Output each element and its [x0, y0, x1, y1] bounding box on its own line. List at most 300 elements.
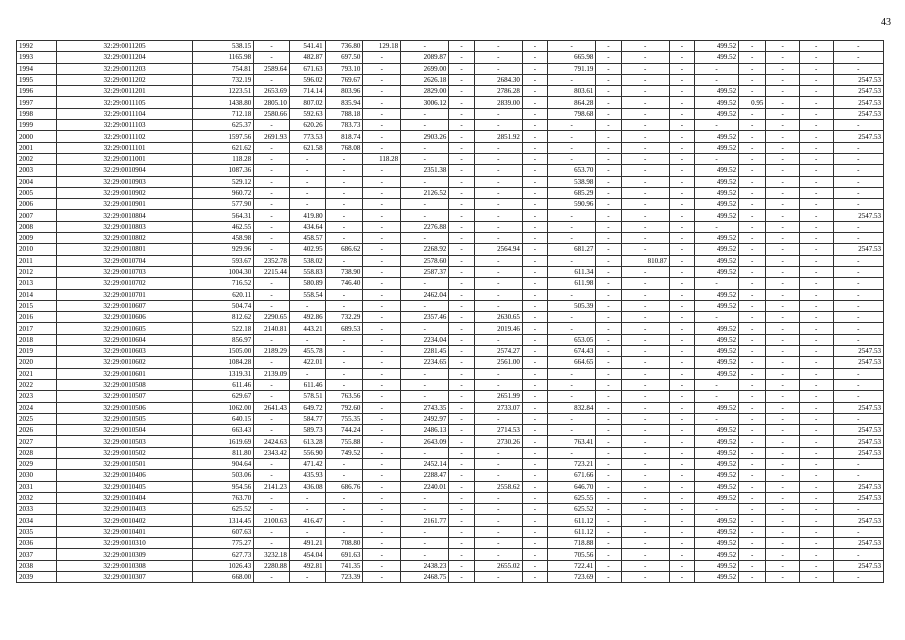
- table-row: [17, 515, 884, 526]
- row-index-cell: 2018: [17, 334, 57, 345]
- value-cell: -: [325, 289, 363, 300]
- value-cell: 749.52: [325, 447, 363, 458]
- cadastral-number-cell: 32:29:0011103: [56, 120, 192, 131]
- value-cell: -: [325, 357, 363, 368]
- value-cell: -: [548, 120, 596, 131]
- value-cell: -: [522, 458, 547, 469]
- value-cell: -: [739, 300, 766, 311]
- value-cell: -: [363, 425, 401, 436]
- value-cell: -: [548, 210, 596, 221]
- value-cell: 589.73: [289, 425, 325, 436]
- value-cell: -: [669, 346, 694, 357]
- value-cell: -: [669, 470, 694, 481]
- row-index-cell: 2016: [17, 312, 57, 323]
- value-cell: -: [449, 492, 474, 503]
- value-cell: -: [596, 86, 621, 97]
- value-cell: 499.52: [695, 108, 739, 119]
- value-cell: -: [548, 221, 596, 232]
- value-cell: -: [766, 210, 800, 221]
- value-cell: 665.98: [548, 52, 596, 63]
- value-cell: 2655.02: [474, 560, 522, 571]
- value-cell: -: [695, 391, 739, 402]
- value-cell: -: [449, 470, 474, 481]
- value-cell: -: [548, 379, 596, 390]
- value-cell: -: [474, 334, 522, 345]
- value-cell: -: [449, 334, 474, 345]
- value-cell: -: [363, 571, 401, 582]
- table-row: [17, 176, 884, 187]
- cadastral-number-cell: 32:29:0010703: [56, 266, 192, 277]
- cadastral-number-cell: 32:29:0011201: [56, 86, 192, 97]
- cadastral-number-cell: 32:29:0010603: [56, 346, 192, 357]
- value-cell: -: [474, 413, 522, 424]
- value-cell: -: [596, 199, 621, 210]
- value-cell: -: [363, 323, 401, 334]
- value-cell: -: [799, 120, 833, 131]
- value-cell: -: [739, 176, 766, 187]
- value-cell: -: [289, 492, 325, 503]
- table-row: [17, 120, 884, 131]
- value-cell: -: [669, 63, 694, 74]
- table-row: [17, 142, 884, 153]
- value-cell: -: [739, 515, 766, 526]
- value-cell: -: [522, 187, 547, 198]
- value-cell: 2730.26: [474, 436, 522, 447]
- value-cell: 2547.53: [833, 515, 883, 526]
- value-cell: -: [596, 447, 621, 458]
- value-cell: -: [363, 120, 401, 131]
- value-cell: 2486.13: [401, 425, 449, 436]
- value-cell: 1084.28: [193, 357, 254, 368]
- value-cell: 718.88: [548, 538, 596, 549]
- value-cell: 2468.75: [401, 571, 449, 582]
- value-cell: -: [799, 413, 833, 424]
- value-cell: -: [596, 233, 621, 244]
- value-cell: -: [739, 74, 766, 85]
- value-cell: -: [325, 526, 363, 537]
- value-cell: -: [474, 549, 522, 560]
- value-cell: -: [325, 153, 363, 164]
- table-row: [17, 526, 884, 537]
- value-cell: -: [669, 120, 694, 131]
- value-cell: 722.41: [548, 560, 596, 571]
- value-cell: -: [695, 312, 739, 323]
- cadastral-number-cell: 32:29:0010404: [56, 492, 192, 503]
- value-cell: -: [522, 210, 547, 221]
- value-cell: -: [474, 289, 522, 300]
- value-cell: 436.08: [289, 481, 325, 492]
- row-index-cell: 2023: [17, 391, 57, 402]
- row-index-cell: 2002: [17, 153, 57, 164]
- value-cell: 499.52: [695, 425, 739, 436]
- value-cell: 611.12: [548, 526, 596, 537]
- value-cell: -: [522, 515, 547, 526]
- value-cell: 1223.51: [193, 86, 254, 97]
- value-cell: -: [363, 368, 401, 379]
- value-cell: -: [474, 538, 522, 549]
- value-cell: -: [254, 278, 290, 289]
- value-cell: -: [621, 244, 669, 255]
- value-cell: -: [401, 323, 449, 334]
- value-cell: -: [596, 63, 621, 74]
- value-cell: -: [669, 549, 694, 560]
- value-cell: 2641.43: [254, 402, 290, 413]
- value-cell: -: [833, 165, 883, 176]
- row-index-cell: 2020: [17, 357, 57, 368]
- value-cell: 811.80: [193, 447, 254, 458]
- value-cell: -: [474, 300, 522, 311]
- value-cell: -: [325, 458, 363, 469]
- value-cell: -: [739, 86, 766, 97]
- value-cell: -: [739, 153, 766, 164]
- row-index-cell: 2033: [17, 504, 57, 515]
- value-cell: -: [254, 289, 290, 300]
- value-cell: -: [596, 436, 621, 447]
- value-cell: 458.57: [289, 233, 325, 244]
- value-cell: -: [621, 142, 669, 153]
- value-cell: -: [695, 153, 739, 164]
- value-cell: -: [522, 266, 547, 277]
- value-cell: -: [596, 97, 621, 108]
- value-cell: -: [739, 481, 766, 492]
- value-cell: -: [799, 470, 833, 481]
- value-cell: -: [449, 165, 474, 176]
- value-cell: -: [799, 346, 833, 357]
- value-cell: 2626.18: [401, 74, 449, 85]
- value-cell: -: [621, 266, 669, 277]
- value-cell: 835.94: [325, 97, 363, 108]
- value-cell: 620.11: [193, 289, 254, 300]
- value-cell: 611.34: [548, 266, 596, 277]
- value-cell: 653.05: [548, 334, 596, 345]
- value-cell: 2547.53: [833, 402, 883, 413]
- value-cell: 462.55: [193, 221, 254, 232]
- value-cell: -: [621, 481, 669, 492]
- value-cell: 2139.09: [254, 368, 290, 379]
- value-cell: -: [739, 357, 766, 368]
- value-cell: -: [799, 312, 833, 323]
- value-cell: 454.04: [289, 549, 325, 560]
- value-cell: -: [833, 52, 883, 63]
- value-cell: 596.02: [289, 74, 325, 85]
- value-cell: -: [474, 504, 522, 515]
- cadastral-number-cell: 32:29:0011105: [56, 97, 192, 108]
- value-cell: -: [363, 447, 401, 458]
- value-cell: -: [621, 176, 669, 187]
- value-cell: -: [739, 571, 766, 582]
- value-cell: -: [449, 571, 474, 582]
- value-cell: -: [669, 41, 694, 52]
- cadastral-number-cell: 32:29:0010308: [56, 560, 192, 571]
- value-cell: 556.90: [289, 447, 325, 458]
- value-cell: 129.18: [363, 41, 401, 52]
- table-row: [17, 165, 884, 176]
- value-cell: -: [833, 187, 883, 198]
- value-cell: -: [363, 142, 401, 153]
- value-cell: -: [766, 458, 800, 469]
- row-index-cell: 2013: [17, 278, 57, 289]
- value-cell: -: [766, 233, 800, 244]
- value-cell: -: [766, 142, 800, 153]
- value-cell: -: [522, 504, 547, 515]
- value-cell: -: [739, 458, 766, 469]
- value-cell: -: [363, 187, 401, 198]
- value-cell: -: [401, 142, 449, 153]
- value-cell: 499.52: [695, 244, 739, 255]
- value-cell: -: [669, 244, 694, 255]
- value-cell: -: [596, 210, 621, 221]
- row-index-cell: 1992: [17, 41, 57, 52]
- value-cell: -: [363, 255, 401, 266]
- value-cell: 716.52: [193, 278, 254, 289]
- cadastral-number-cell: 32:29:0010804: [56, 210, 192, 221]
- row-index-cell: 2036: [17, 538, 57, 549]
- value-cell: -: [449, 515, 474, 526]
- value-cell: -: [449, 300, 474, 311]
- cadastral-number-cell: 32:29:0010903: [56, 176, 192, 187]
- value-cell: -: [799, 165, 833, 176]
- value-cell: -: [739, 447, 766, 458]
- value-cell: 482.87: [289, 52, 325, 63]
- value-cell: 620.26: [289, 120, 325, 131]
- value-cell: -: [474, 379, 522, 390]
- value-cell: -: [739, 187, 766, 198]
- value-cell: 3006.12: [401, 97, 449, 108]
- value-cell: 1026.43: [193, 560, 254, 571]
- value-cell: -: [449, 233, 474, 244]
- value-cell: -: [766, 481, 800, 492]
- value-cell: 2547.53: [833, 131, 883, 142]
- value-cell: -: [621, 447, 669, 458]
- value-cell: -: [596, 526, 621, 537]
- value-cell: -: [522, 131, 547, 142]
- value-cell: 788.18: [325, 108, 363, 119]
- value-cell: -: [669, 312, 694, 323]
- value-cell: 2290.65: [254, 312, 290, 323]
- value-cell: 2547.53: [833, 436, 883, 447]
- value-cell: -: [669, 199, 694, 210]
- value-cell: -: [363, 63, 401, 74]
- value-cell: 499.52: [695, 368, 739, 379]
- value-cell: 499.52: [695, 255, 739, 266]
- value-cell: -: [833, 120, 883, 131]
- value-cell: -: [621, 312, 669, 323]
- value-cell: -: [695, 379, 739, 390]
- value-cell: -: [739, 108, 766, 119]
- value-cell: -: [833, 278, 883, 289]
- value-cell: -: [596, 515, 621, 526]
- value-cell: -: [596, 153, 621, 164]
- value-cell: 2141.23: [254, 481, 290, 492]
- value-cell: 499.52: [695, 323, 739, 334]
- value-cell: 564.31: [193, 210, 254, 221]
- table-row: [17, 323, 884, 334]
- value-cell: -: [739, 413, 766, 424]
- value-cell: -: [522, 447, 547, 458]
- row-index-cell: 1996: [17, 86, 57, 97]
- value-cell: -: [739, 255, 766, 266]
- value-cell: 744.24: [325, 425, 363, 436]
- value-cell: -: [766, 402, 800, 413]
- data-table: [16, 40, 884, 583]
- value-cell: -: [474, 187, 522, 198]
- value-cell: 671.66: [548, 470, 596, 481]
- value-cell: 629.67: [193, 391, 254, 402]
- value-cell: -: [799, 425, 833, 436]
- value-cell: -: [522, 255, 547, 266]
- value-cell: -: [449, 425, 474, 436]
- value-cell: 723.39: [325, 571, 363, 582]
- value-cell: -: [669, 289, 694, 300]
- value-cell: 2587.37: [401, 266, 449, 277]
- value-cell: -: [401, 504, 449, 515]
- value-cell: 499.52: [695, 86, 739, 97]
- value-cell: -: [401, 492, 449, 503]
- value-cell: -: [766, 131, 800, 142]
- value-cell: -: [289, 176, 325, 187]
- value-cell: 499.52: [695, 266, 739, 277]
- value-cell: 471.42: [289, 458, 325, 469]
- value-cell: -: [799, 515, 833, 526]
- value-cell: -: [596, 458, 621, 469]
- cadastral-number-cell: 32:29:0011202: [56, 74, 192, 85]
- value-cell: 505.39: [548, 300, 596, 311]
- value-cell: -: [363, 458, 401, 469]
- value-cell: 2281.45: [401, 346, 449, 357]
- value-cell: 2189.29: [254, 346, 290, 357]
- value-cell: -: [449, 142, 474, 153]
- value-cell: -: [363, 481, 401, 492]
- value-cell: -: [325, 165, 363, 176]
- value-cell: 810.87: [621, 255, 669, 266]
- value-cell: -: [449, 63, 474, 74]
- value-cell: 499.52: [695, 289, 739, 300]
- table-row: [17, 187, 884, 198]
- value-cell: -: [449, 357, 474, 368]
- value-cell: 708.80: [325, 538, 363, 549]
- value-cell: -: [799, 97, 833, 108]
- value-cell: 1165.98: [193, 52, 254, 63]
- cadastral-number-cell: 32:29:0010607: [56, 300, 192, 311]
- value-cell: -: [596, 379, 621, 390]
- value-cell: -: [449, 86, 474, 97]
- value-cell: -: [254, 221, 290, 232]
- value-cell: -: [739, 492, 766, 503]
- value-cell: 2851.92: [474, 131, 522, 142]
- cadastral-number-cell: 32:29:0010606: [56, 312, 192, 323]
- value-cell: -: [401, 41, 449, 52]
- value-cell: -: [401, 233, 449, 244]
- value-cell: 1438.80: [193, 97, 254, 108]
- value-cell: -: [766, 436, 800, 447]
- value-cell: 2547.53: [833, 86, 883, 97]
- value-cell: 499.52: [695, 492, 739, 503]
- value-cell: -: [621, 323, 669, 334]
- value-cell: 663.43: [193, 425, 254, 436]
- row-index-cell: 2004: [17, 176, 57, 187]
- value-cell: -: [669, 436, 694, 447]
- value-cell: -: [766, 63, 800, 74]
- value-cell: -: [596, 300, 621, 311]
- value-cell: 2829.00: [401, 86, 449, 97]
- value-cell: 2547.53: [833, 447, 883, 458]
- value-cell: -: [739, 52, 766, 63]
- value-cell: -: [254, 334, 290, 345]
- value-cell: -: [799, 63, 833, 74]
- value-cell: -: [739, 312, 766, 323]
- value-cell: 627.73: [193, 549, 254, 560]
- value-cell: -: [766, 86, 800, 97]
- value-cell: -: [669, 538, 694, 549]
- value-cell: -: [739, 323, 766, 334]
- value-cell: -: [669, 278, 694, 289]
- value-cell: -: [766, 391, 800, 402]
- value-cell: -: [254, 458, 290, 469]
- value-cell: -: [669, 357, 694, 368]
- value-cell: -: [254, 52, 290, 63]
- table-row: [17, 300, 884, 311]
- value-cell: -: [739, 526, 766, 537]
- value-cell: -: [289, 334, 325, 345]
- value-cell: -: [522, 402, 547, 413]
- value-cell: 577.90: [193, 199, 254, 210]
- value-cell: -: [449, 481, 474, 492]
- value-cell: -: [833, 266, 883, 277]
- value-cell: 738.90: [325, 266, 363, 277]
- row-index-cell: 2024: [17, 402, 57, 413]
- value-cell: 499.52: [695, 560, 739, 571]
- cadastral-number-cell: 32:29:0010406: [56, 470, 192, 481]
- value-cell: 435.93: [289, 470, 325, 481]
- value-cell: -: [739, 379, 766, 390]
- value-cell: 2268.92: [401, 244, 449, 255]
- value-cell: -: [449, 560, 474, 571]
- value-cell: -: [363, 233, 401, 244]
- value-cell: -: [739, 165, 766, 176]
- row-index-cell: 2032: [17, 492, 57, 503]
- value-cell: -: [766, 379, 800, 390]
- value-cell: -: [522, 538, 547, 549]
- value-cell: 2547.53: [833, 492, 883, 503]
- value-cell: 686.76: [325, 481, 363, 492]
- value-cell: 2343.42: [254, 447, 290, 458]
- value-cell: 2547.53: [833, 560, 883, 571]
- table-row: [17, 41, 884, 52]
- value-cell: 2240.01: [401, 481, 449, 492]
- value-cell: -: [669, 266, 694, 277]
- value-cell: -: [669, 458, 694, 469]
- value-cell: -: [669, 131, 694, 142]
- value-cell: -: [254, 120, 290, 131]
- row-index-cell: 2022: [17, 379, 57, 390]
- value-cell: 1505.00: [193, 346, 254, 357]
- table-row: [17, 425, 884, 436]
- value-cell: 2691.93: [254, 131, 290, 142]
- value-cell: -: [799, 221, 833, 232]
- value-cell: -: [522, 413, 547, 424]
- table-row: [17, 255, 884, 266]
- value-cell: 754.81: [193, 63, 254, 74]
- value-cell: -: [621, 63, 669, 74]
- value-cell: -: [325, 492, 363, 503]
- table-row: [17, 52, 884, 63]
- value-cell: 755.35: [325, 413, 363, 424]
- table-row: [17, 199, 884, 210]
- value-cell: -: [621, 97, 669, 108]
- cadastral-number-cell: 32:29:0010901: [56, 199, 192, 210]
- value-cell: -: [833, 142, 883, 153]
- value-cell: 2589.64: [254, 63, 290, 74]
